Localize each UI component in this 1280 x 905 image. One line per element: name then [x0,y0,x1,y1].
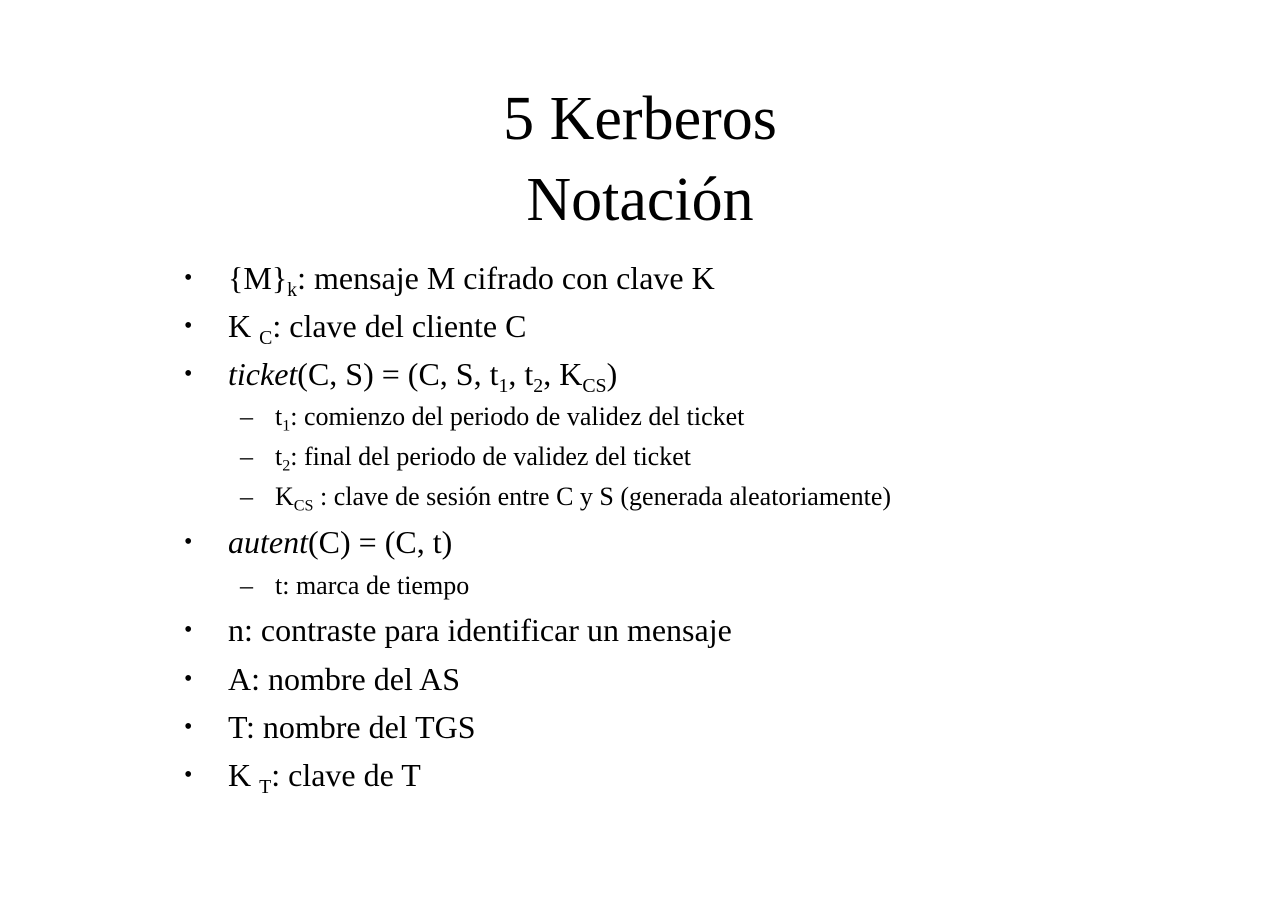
bullet-icon: • [184,762,193,788]
bullet-icon: • [184,714,193,740]
bullet-icon: • [184,313,193,339]
slide-title-line-1: 5 Kerberos [503,85,777,153]
dash-icon: – [240,571,253,600]
dash-icon: – [240,442,253,471]
bullet-icon: • [184,265,193,291]
dash-icon: – [240,402,253,431]
dash-icon: – [240,482,253,511]
bullet-icon: • [184,361,193,387]
bullet-icon: • [184,617,193,643]
bullet-icon: • [184,529,193,555]
bullet-icon: • [184,666,193,692]
slide-title-line-2: Notación [526,166,754,234]
